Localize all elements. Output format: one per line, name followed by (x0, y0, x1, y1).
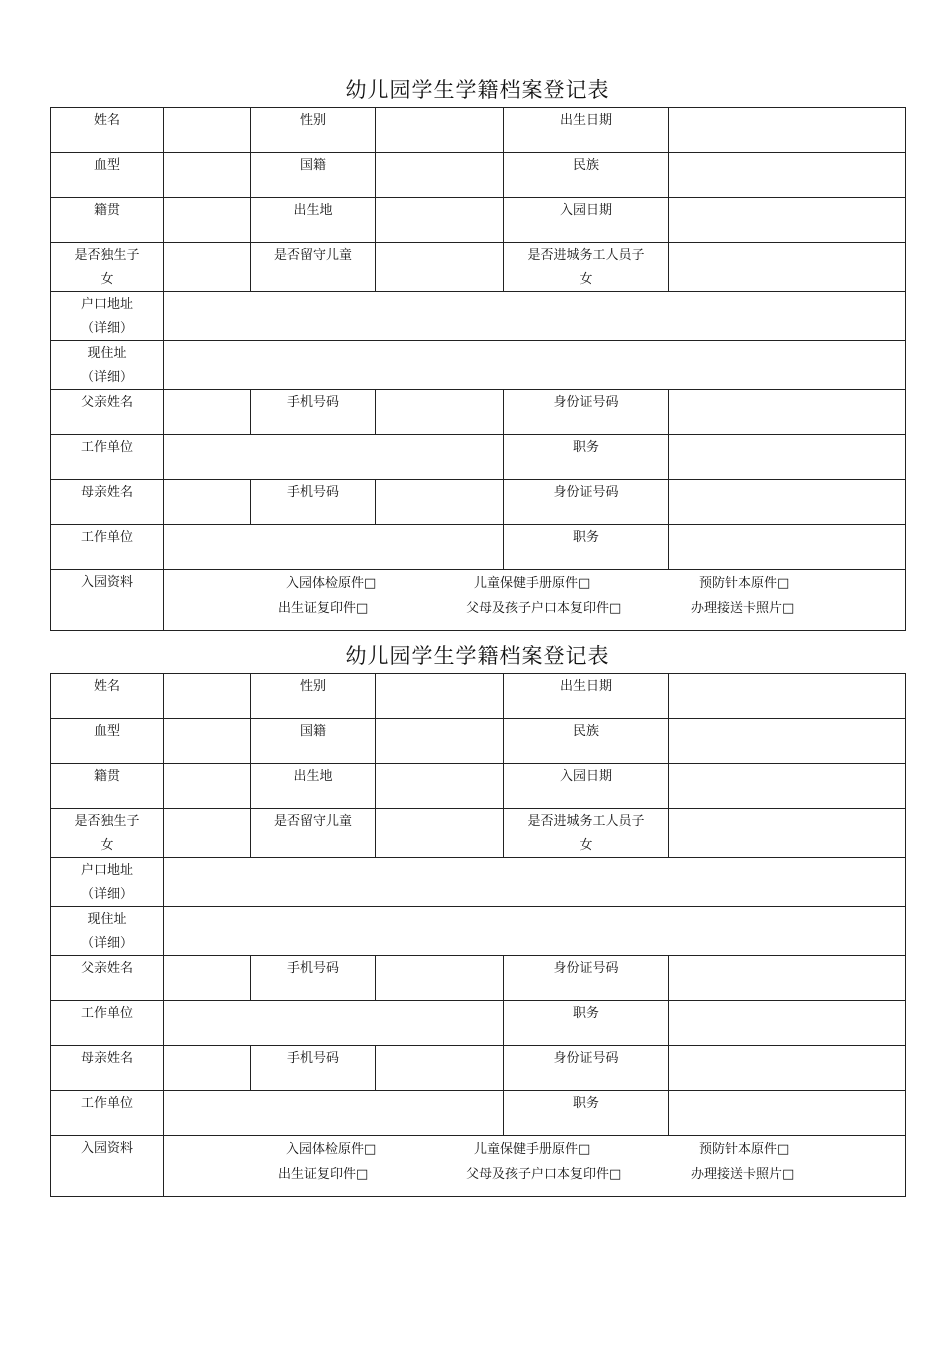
label-cell: 职务 (504, 435, 669, 480)
table-row (51, 435, 906, 480)
label-cell: 身份证号码 (504, 956, 669, 1001)
left-behind-input-cell[interactable] (376, 809, 504, 858)
nationality-input-cell[interactable] (376, 719, 504, 764)
father-position-input-cell[interactable] (669, 1001, 906, 1046)
mother-work-unit-input-cell[interactable] (164, 1091, 504, 1136)
label-cell: 是否独生子 女 (51, 243, 164, 292)
label-cell: 是否进城务工人员子 女 (504, 809, 669, 858)
enroll-date-input-cell[interactable] (669, 198, 906, 243)
table-row (51, 809, 906, 858)
label-cell: 户口地址 （详细） (51, 858, 164, 907)
table-row (51, 341, 906, 390)
father-name-input-cell[interactable] (164, 956, 251, 1001)
label-cell: 入园日期 (504, 198, 669, 243)
blood-type-input-cell[interactable] (164, 153, 251, 198)
table-row (51, 1046, 906, 1091)
table-row (51, 108, 906, 153)
label-cell: 国籍 (251, 153, 376, 198)
native-place-input-cell[interactable] (164, 198, 251, 243)
checkbox-physical-exam[interactable]: 入园体检原件□ (286, 1142, 377, 1157)
father-work-unit-input-cell[interactable] (164, 435, 504, 480)
birthplace-input-cell[interactable] (376, 198, 504, 243)
label-cell: 手机号码 (251, 956, 376, 1001)
birth-date-input-cell[interactable] (669, 108, 906, 153)
checkbox-physical-exam[interactable]: 入园体检原件□ (286, 576, 377, 591)
current-address-input-cell[interactable] (164, 341, 906, 390)
checkbox-hukou-book-copy[interactable]: 父母及孩子户口本复印件□ (466, 1167, 622, 1182)
mother-phone-input-cell[interactable] (376, 480, 504, 525)
label-cell: 工作单位 (51, 1091, 164, 1136)
name-input-cell[interactable] (164, 108, 251, 153)
table-row (51, 764, 906, 809)
table-row (51, 390, 906, 435)
label-cell: 身份证号码 (504, 390, 669, 435)
label-cell: 身份证号码 (504, 1046, 669, 1091)
left-behind-input-cell[interactable] (376, 243, 504, 292)
ethnicity-input-cell[interactable] (669, 719, 906, 764)
only-child-input-cell[interactable] (164, 243, 251, 292)
label-cell: 户口地址 （详细） (51, 292, 164, 341)
father-name-input-cell[interactable] (164, 390, 251, 435)
checkbox-birth-certificate-copy[interactable]: 出生证复印件□ (278, 1167, 369, 1182)
current-address-input-cell[interactable] (164, 907, 906, 956)
label-cell: 姓名 (51, 674, 164, 719)
label-cell: 手机号码 (251, 390, 376, 435)
table-row (51, 292, 906, 341)
label-cell: 姓名 (51, 108, 164, 153)
label-cell: 出生日期 (504, 108, 669, 153)
label-cell: 入园资料 (51, 1136, 164, 1197)
father-id-input-cell[interactable] (669, 956, 906, 1001)
only-child-input-cell[interactable] (164, 809, 251, 858)
migrant-input-cell[interactable] (669, 809, 906, 858)
label-cell: 现住址 （详细） (51, 907, 164, 956)
checkbox-health-handbook[interactable]: 儿童保健手册原件□ (474, 576, 591, 591)
label-cell: 出生地 (251, 198, 376, 243)
table-row (51, 570, 906, 631)
table-row (51, 674, 906, 719)
ethnicity-input-cell[interactable] (669, 153, 906, 198)
label-cell: 国籍 (251, 719, 376, 764)
table-row (51, 719, 906, 764)
label-cell: 手机号码 (251, 480, 376, 525)
gender-input-cell[interactable] (376, 674, 504, 719)
checkbox-pickup-card-photo[interactable]: 办理接送卡照片□ (691, 601, 795, 616)
table-row (51, 858, 906, 907)
label-cell: 职务 (504, 1001, 669, 1046)
label-cell: 入园日期 (504, 764, 669, 809)
registration-table (50, 673, 906, 1197)
label-cell: 血型 (51, 153, 164, 198)
father-phone-input-cell[interactable] (376, 390, 504, 435)
label-cell: 民族 (504, 719, 669, 764)
label-cell: 手机号码 (251, 1046, 376, 1091)
mother-name-input-cell[interactable] (164, 480, 251, 525)
label-cell: 性别 (251, 674, 376, 719)
checkbox-health-handbook[interactable]: 儿童保健手册原件□ (474, 1142, 591, 1157)
form-title: 幼儿园学生学籍档案登记表 (345, 78, 610, 102)
checkbox-vaccination-book[interactable]: 预防针本原件□ (699, 1142, 790, 1157)
label-cell: 民族 (504, 153, 669, 198)
name-input-cell[interactable] (164, 674, 251, 719)
checkbox-vaccination-book[interactable]: 预防针本原件□ (699, 576, 790, 591)
registration-form (50, 70, 905, 625)
label-cell: 身份证号码 (504, 480, 669, 525)
table-row (51, 525, 906, 570)
mother-id-input-cell[interactable] (669, 1046, 906, 1091)
checkbox-hukou-book-copy[interactable]: 父母及孩子户口本复印件□ (466, 601, 622, 616)
gender-input-cell[interactable] (376, 108, 504, 153)
native-place-input-cell[interactable] (164, 764, 251, 809)
nationality-input-cell[interactable] (376, 153, 504, 198)
label-cell: 工作单位 (51, 435, 164, 480)
label-cell: 入园资料 (51, 570, 164, 631)
table-row (51, 480, 906, 525)
table-row (51, 1001, 906, 1046)
mother-id-input-cell[interactable] (669, 480, 906, 525)
registration-table (50, 107, 906, 631)
label-cell: 父亲姓名 (51, 956, 164, 1001)
label-cell: 血型 (51, 719, 164, 764)
label-cell: 母亲姓名 (51, 1046, 164, 1091)
migrant-input-cell[interactable] (669, 243, 906, 292)
table-row (51, 907, 906, 956)
label-cell: 现住址 （详细） (51, 341, 164, 390)
label-cell: 性别 (251, 108, 376, 153)
mother-position-input-cell[interactable] (669, 1091, 906, 1136)
table-row (51, 153, 906, 198)
label-cell: 职务 (504, 525, 669, 570)
label-cell: 母亲姓名 (51, 480, 164, 525)
enroll-date-input-cell[interactable] (669, 764, 906, 809)
father-phone-input-cell[interactable] (376, 956, 504, 1001)
table-row (51, 243, 906, 292)
hukou-address-input-cell[interactable] (164, 858, 906, 907)
materials-cell (164, 570, 906, 631)
table-row (51, 1136, 906, 1197)
table-row (51, 1091, 906, 1136)
hukou-address-input-cell[interactable] (164, 292, 906, 341)
label-cell: 是否留守儿童 (251, 809, 376, 858)
father-position-input-cell[interactable] (669, 435, 906, 480)
label-cell: 是否进城务工人员子 女 (504, 243, 669, 292)
blood-type-input-cell[interactable] (164, 719, 251, 764)
father-work-unit-input-cell[interactable] (164, 1001, 504, 1046)
label-cell: 出生地 (251, 764, 376, 809)
materials-cell (164, 1136, 906, 1197)
table-row (51, 198, 906, 243)
father-id-input-cell[interactable] (669, 390, 906, 435)
label-cell: 职务 (504, 1091, 669, 1136)
label-cell: 工作单位 (51, 1001, 164, 1046)
mother-position-input-cell[interactable] (669, 525, 906, 570)
birth-date-input-cell[interactable] (669, 674, 906, 719)
materials-checklist (164, 1136, 905, 1186)
label-cell: 工作单位 (51, 525, 164, 570)
birthplace-input-cell[interactable] (376, 764, 504, 809)
mother-phone-input-cell[interactable] (376, 1046, 504, 1091)
label-cell: 出生日期 (504, 674, 669, 719)
label-cell: 是否留守儿童 (251, 243, 376, 292)
mother-work-unit-input-cell[interactable] (164, 525, 504, 570)
materials-checklist (164, 570, 905, 620)
form-title: 幼儿园学生学籍档案登记表 (345, 644, 610, 668)
checkbox-pickup-card-photo[interactable]: 办理接送卡照片□ (691, 1167, 795, 1182)
table-row (51, 956, 906, 1001)
label-cell: 是否独生子 女 (51, 809, 164, 858)
label-cell: 籍贯 (51, 764, 164, 809)
checkbox-birth-certificate-copy[interactable]: 出生证复印件□ (278, 601, 369, 616)
mother-name-input-cell[interactable] (164, 1046, 251, 1091)
registration-form (50, 636, 905, 1191)
label-cell: 籍贯 (51, 198, 164, 243)
label-cell: 父亲姓名 (51, 390, 164, 435)
